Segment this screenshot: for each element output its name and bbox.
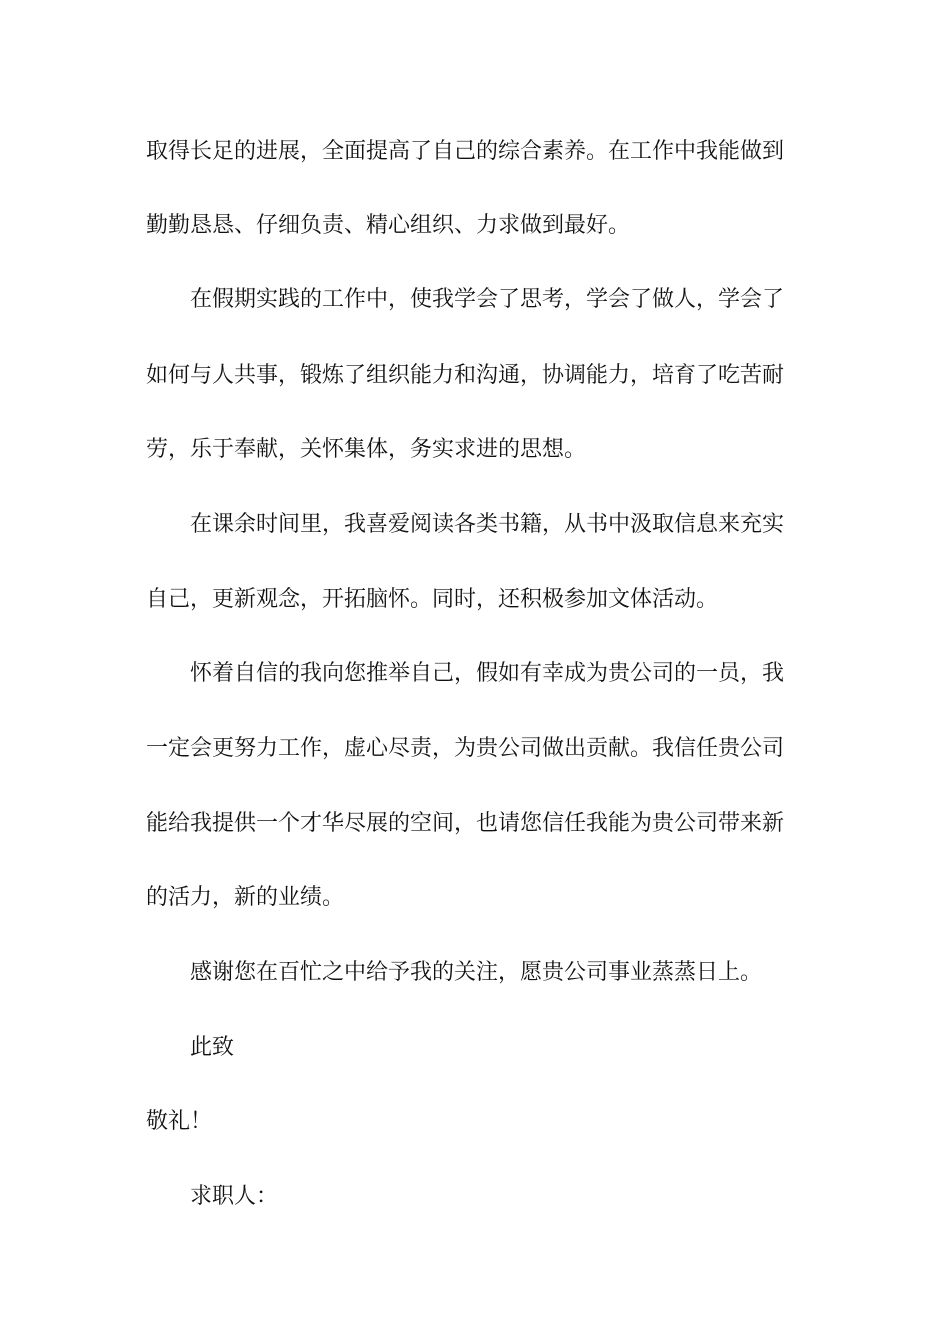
body-line: 自己，更新观念，开拓脑怀。同时，还积极参加文体活动。 <box>146 587 719 612</box>
body-line: 取得长足的进展，全面提高了自己的综合素养。在工作中我能做到 <box>146 139 785 164</box>
paragraph-start-line: 在假期实践的工作中，使我学会了思考，学会了做人，学会了 <box>190 287 785 312</box>
paragraph-start-line: 在课余时间里，我喜爱阅读各类书籍，从书中汲取信息来充实 <box>190 512 785 537</box>
salutation-line: 此致 <box>190 1035 235 1060</box>
body-line: 如何与人共事，锻炼了组织能力和沟通，协调能力，培育了吃苦耐 <box>146 363 785 388</box>
paragraph-start-line: 怀着自信的我向您推举自己，假如有幸成为贵公司的一员，我 <box>190 661 785 686</box>
greeting-line: 敬礼！ <box>146 1109 213 1134</box>
body-line: 一定会更努力工作，虚心尽责，为贵公司做出贡献。我信任贵公司 <box>146 736 785 761</box>
signature-label: 求职人： <box>190 1184 279 1209</box>
body-line: 的活力，新的业绩。 <box>146 885 345 910</box>
body-line: 勤勤恳恳、仔细负责、精心组织、力求做到最好。 <box>146 213 631 238</box>
body-line: 能给我提供一个才华尽展的空间，也请您信任我能为贵公司带来新 <box>146 811 785 836</box>
closing-thanks-line: 感谢您在百忙之中给予我的关注，愿贵公司事业蒸蒸日上。 <box>190 960 763 985</box>
body-line: 劳，乐于奉献，关怀集体，务实求进的思想。 <box>146 437 587 462</box>
